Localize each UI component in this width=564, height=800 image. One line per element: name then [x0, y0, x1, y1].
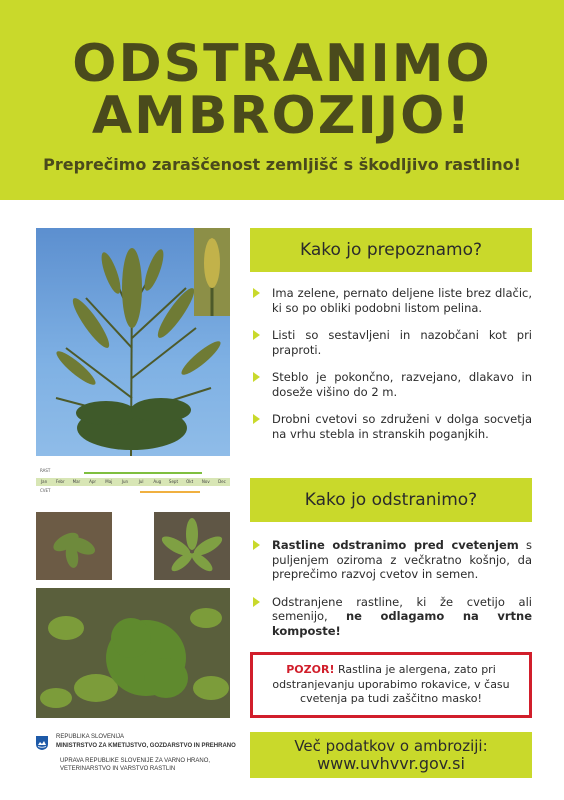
page-subtitle: Preprečimo zaraščenost zemljišč s škodljivo rastlino! [43, 155, 521, 174]
month-label: Okt [186, 479, 194, 484]
identify-list [250, 286, 532, 454]
month-label: Mar [72, 479, 81, 484]
timeline-months [36, 478, 230, 486]
section-heading-remove: Kako jo odstranimo? [250, 478, 532, 522]
month-label: Apr [89, 479, 97, 484]
page-title-line2: AMBROZIJO! [91, 86, 473, 146]
removal-list [250, 538, 532, 651]
slovenia-crest-icon [36, 736, 48, 750]
compost-warning: ne odlagamo na vrtne komposte! [272, 609, 532, 638]
list-item [250, 286, 532, 315]
header-banner [0, 0, 564, 200]
month-label: Jul [138, 479, 144, 484]
gov-agency-name-line1: UPRAVA REPUBLIKE SLOVENIJE ZA VARNO HRANO, [60, 758, 211, 764]
seedling-photo [36, 512, 112, 580]
section-heading-identify: Kako jo prepoznamo? [250, 228, 532, 272]
month-label: Jan [41, 479, 48, 484]
growth-period-line [84, 472, 202, 474]
timeline-flowering-label: CVET [40, 488, 51, 493]
month-label: Maj [105, 479, 113, 484]
list-item [250, 328, 532, 357]
arrow-bullet-icon [253, 330, 260, 340]
allergy-warning-box [250, 652, 532, 718]
list-item-text: Ima zelene, pernato deljene liste brez dlačic, ki so po obliki podobni listom pelina. [272, 286, 532, 315]
month-label: Nov [201, 479, 210, 484]
gov-agency-name-line2: VETERINARSTVO IN VARSTVO RASTLIN [60, 766, 176, 772]
more-info-text: Več podatkov o ambroziji: [294, 737, 488, 755]
month-label: Febr [55, 479, 65, 484]
growth-flowering-timeline [36, 468, 230, 498]
list-item [250, 412, 532, 441]
flowering-period-line [140, 491, 200, 493]
month-label: Sept [168, 479, 179, 484]
field-infestation-photo [36, 588, 230, 718]
more-info-box [250, 732, 532, 778]
timeline-growth-label: RAST [40, 468, 51, 473]
arrow-bullet-icon [253, 372, 260, 382]
list-item-text: s puljenjem oziroma z večkratno košnjo, da preprečimo razvoj cvetov in semen. [272, 538, 532, 581]
arrow-bullet-icon [253, 288, 260, 298]
month-label: Jun [121, 479, 129, 484]
list-item-text: Odstranjene rastline, ki že cvetijo ali semenijo, [272, 594, 532, 623]
warning-text: Rastlina je alergena, zato pri odstranjevanju uporabimo rokavice, v času cvetenja pa tudi zaščitno masko! [272, 663, 510, 705]
young-plant-photo [154, 512, 230, 580]
removal-emphasis: Rastline odstranimo pred cvetenjem [272, 538, 519, 552]
website-link[interactable]: www.uvhvvr.gov.si [317, 754, 465, 773]
arrow-bullet-icon [253, 540, 260, 550]
arrow-bullet-icon [253, 414, 260, 424]
warning-label: POZOR! [286, 663, 335, 676]
list-item-text: Steblo je pokončno, razvejano, dlakavo in doseže višino do 2 m. [272, 370, 532, 399]
month-label: Dec [218, 479, 226, 484]
list-item [250, 370, 532, 399]
flower-closeup-inset [194, 228, 230, 316]
list-item [250, 538, 532, 582]
list-item-text: Drobni cvetovi so združeni v dolga socvetja na vrhu stebla in stranskih poganjkih. [272, 412, 532, 441]
gov-ministry-name: MINISTRSTVO ZA KMETIJSTVO, GOZDARSTVO IN PREHRANO [56, 743, 236, 749]
month-label: Aug [153, 479, 162, 484]
government-logo-block [36, 734, 246, 794]
gov-country-name: REPUBLIKA SLOVENIJA [56, 734, 125, 740]
list-item-text: Listi so sestavljeni in nazobčani kot pri praproti. [272, 328, 532, 357]
page-title-line1: ODSTRANIMO [72, 34, 492, 94]
arrow-bullet-icon [253, 597, 260, 607]
list-item [250, 595, 532, 639]
